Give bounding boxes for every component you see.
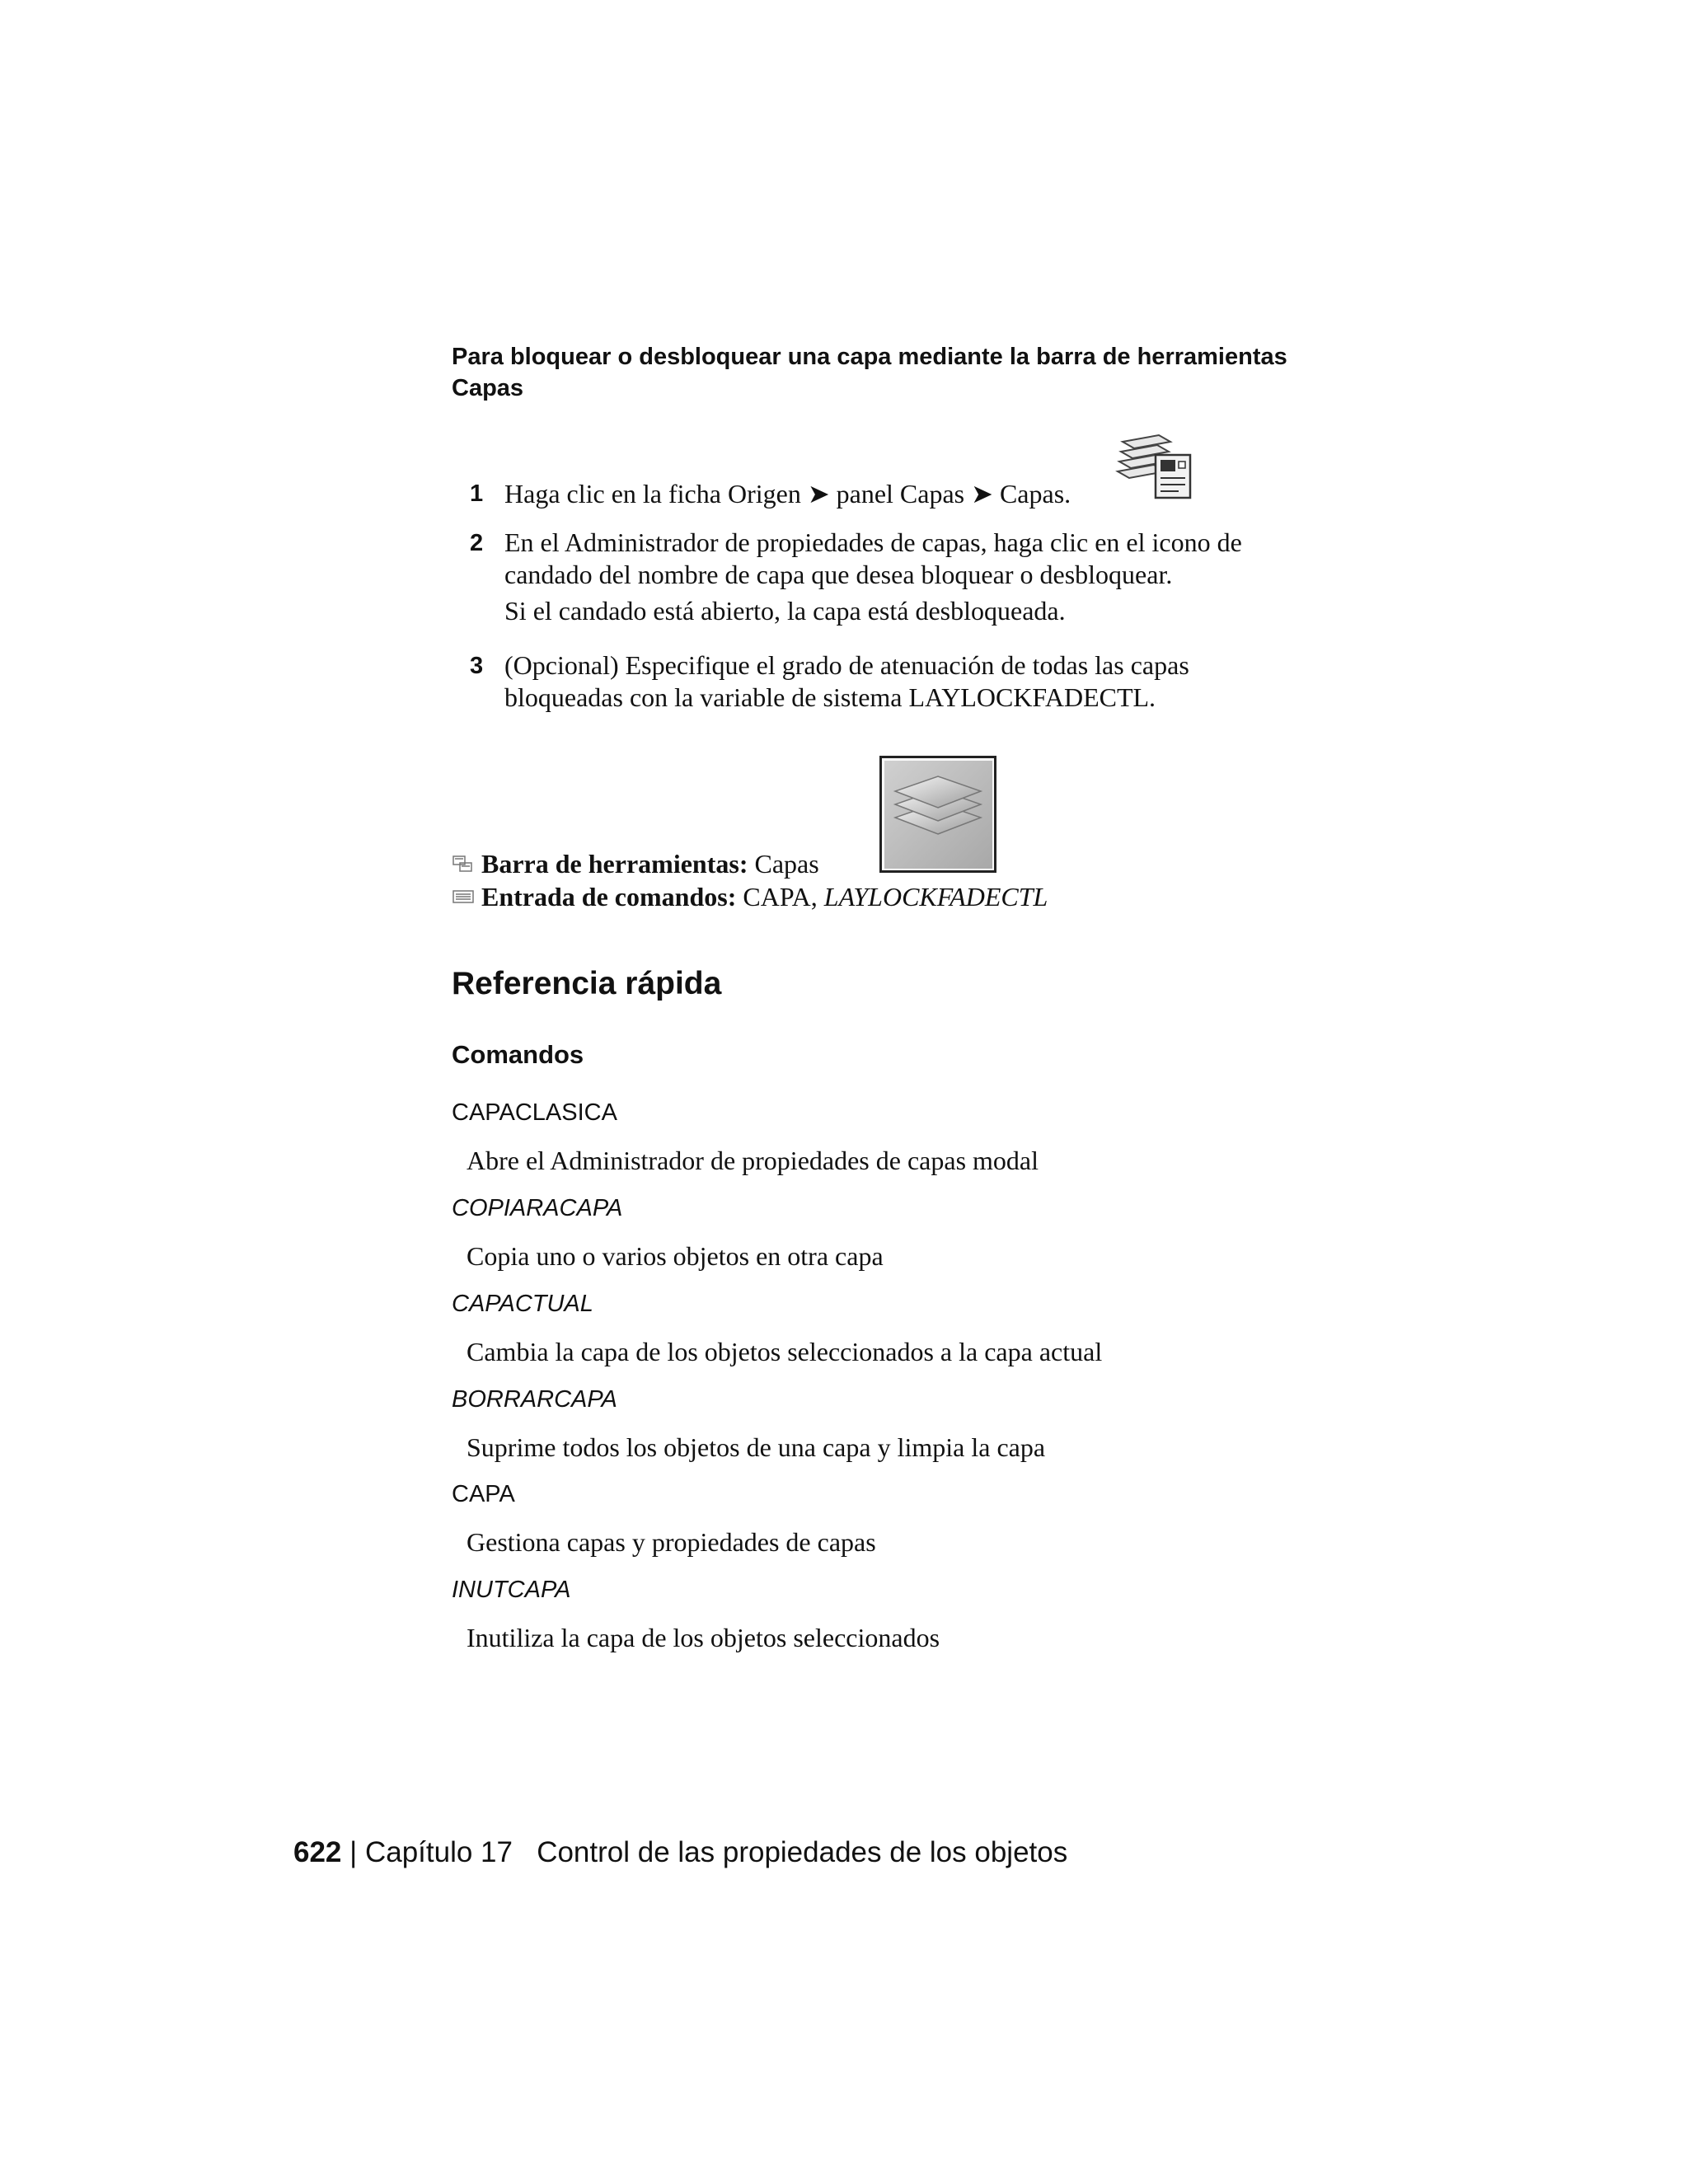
step-2-number: 2 (470, 530, 484, 556)
command-value: CAPA, (743, 882, 818, 912)
subsection-heading: Comandos (452, 1040, 584, 1069)
command-name: BORRARCAPA (452, 1386, 617, 1413)
command-description: Inutiliza la capa de los objetos seleccionados (467, 1623, 940, 1652)
command-description: Cambia la capa de los objetos seleccionados a la capa actual (467, 1337, 1103, 1366)
toolbar-access-line (452, 847, 819, 880)
layer-properties-icon (1113, 425, 1195, 501)
command-name: CAPA (452, 1481, 515, 1507)
chapter-label: Capítulo 17 (364, 1836, 513, 1868)
step-1-text: Haga clic en la ficha Origen ➤ panel Capas ➤ Capas. (504, 479, 1071, 509)
command-line-icon (452, 883, 475, 904)
command-name: CAPACTUAL (452, 1291, 593, 1317)
command-value-variable: LAYLOCKFADECTL (823, 882, 1048, 912)
command-description: Abre el Administrador de propiedades de capas modal (467, 1146, 1039, 1175)
step-2-text: En el Administrador de propiedades de capas, haga clic en el icono de candado del nombre de capa que desea bloquear o desbloquear. (504, 527, 1242, 589)
step-3-text: (Opcional) Especifique el grado de atenuación de todas las capas bloqueadas con la variable de sistema LAYLOCKFADECTL. (504, 650, 1189, 712)
command-access-line (452, 880, 1048, 913)
command-description: Gestiona capas y propiedades de capas (467, 1527, 876, 1557)
toolbar-icon (452, 850, 475, 871)
chapter-title: Control de las propiedades de los objetos (537, 1836, 1068, 1868)
command-name: INUTCAPA (452, 1577, 571, 1603)
page-footer (293, 1836, 1067, 1869)
command-description: Suprime todos los objetos de una capa y limpia la capa (467, 1432, 1046, 1462)
step-2-note: Si el candado está abierto, la capa está desbloqueada. (504, 596, 1066, 626)
page-number: 622 (293, 1836, 342, 1868)
toolbar-value: Capas (754, 849, 819, 879)
footer-separator: | (349, 1836, 358, 1868)
command-name: CAPACLASICA (452, 1099, 617, 1126)
section-heading: Referencia rápida (452, 966, 722, 1001)
step-3-number: 3 (470, 653, 484, 679)
toolbar-label: Barra de herramientas: (481, 849, 748, 879)
command-label: Entrada de comandos: (481, 882, 737, 912)
command-name: COPIARACAPA (452, 1195, 623, 1221)
procedure-title: Para bloquear o desbloquear una capa mediante la barra de herramientas Capas (452, 344, 1287, 401)
command-description: Copia uno o varios objetos en otra capa (467, 1241, 884, 1271)
layers-toolbar-icon (879, 755, 997, 874)
step-1-number: 1 (470, 480, 484, 507)
